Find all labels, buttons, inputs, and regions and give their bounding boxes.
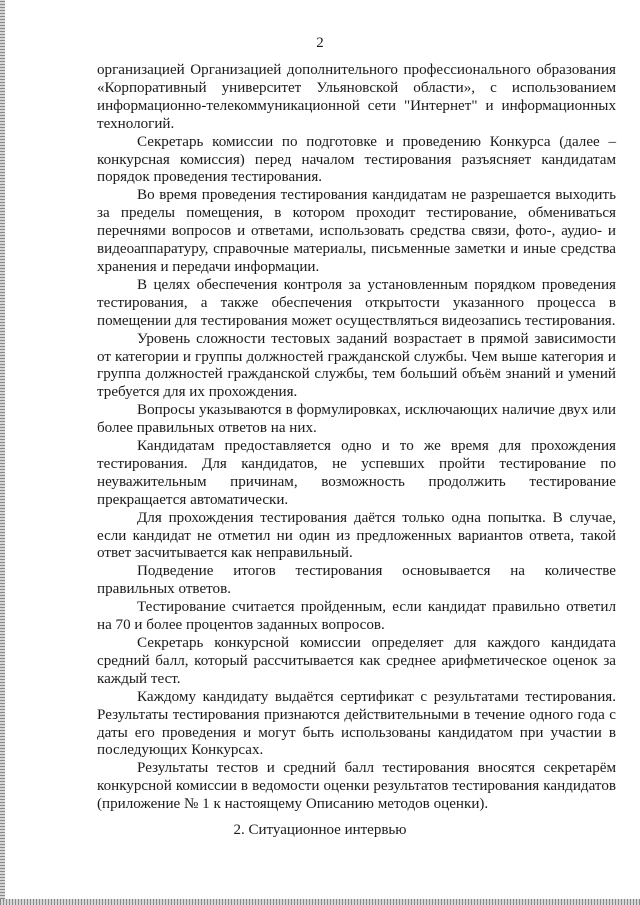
paragraph-4: В целях обеспечения контроля за установленным порядком проведения тестирования, а также обеспечения открытости указанного процесса в помещении для тестирования может осуществляться видеозапись тестирования. bbox=[97, 276, 616, 329]
paragraph-11: Секретарь конкурсной комиссии определяет для каждого кандидата средний балл, который рассчитывается как среднее арифметическое оценок за каждый тест. bbox=[97, 635, 616, 687]
scan-edge-left bbox=[0, 0, 5, 905]
paragraph-7: Кандидатам предоставляется одно и то же время для прохождения тестирования. Для кандидатов, не успевших пройти тестирование по неуважительным причинам, возможность продолжить тестирование прекращается автоматически. bbox=[97, 438, 616, 508]
paragraph-3: Во время проведения тестирования кандидатам не разрешается выходить за пределы помещения, в котором проходит тестирование, обмениваться перечнями вопросов и ответами, использовать средства связи, фото-, аудио- и видеоаппаратуру, справочные материалы, письменные заметки и иные средства хранения и передачи информации. bbox=[97, 187, 616, 275]
paragraph-10: Тестирование считается пройденным, если кандидат правильно ответил на 70 и более процентов заданных вопросов. bbox=[97, 599, 616, 634]
paragraph-2: Секретарь комиссии по подготовке и проведению Конкурса (далее – конкурсная комиссия) перед началом тестирования разъясняет кандидатам порядок проведения тестирования. bbox=[97, 133, 616, 186]
scan-edge-bottom bbox=[0, 899, 640, 905]
paragraph-5: Уровень сложности тестовых заданий возрастает в прямой зависимости от категории и группы должностей гражданской службы. Чем выше категория и группа должностей гражданской службы, тем больший объём знаний и умений требуется для их прохождения. bbox=[97, 330, 616, 401]
section-heading: 2. Ситуационное интервью bbox=[233, 822, 407, 838]
paragraph-1: организацией Организацией дополнительного профессионального образования «Корпоративный университет Ульяновской области», с использованием информационно-телекоммуникационной сети "Интернет" и информационных технологий. bbox=[97, 62, 616, 132]
page-number: 2 bbox=[316, 35, 324, 51]
paragraph-8: Для прохождения тестирования даётся только одна попытка. В случае, если кандидат не отметил ни один из предложенных вариантов ответа, такой ответ засчитывается как неправильный. bbox=[97, 509, 616, 562]
paragraph-12: Каждому кандидату выдаётся сертификат с результатами тестирования. Результаты тестирования признаются действительными в течение одного года с даты его проведения и могут быть использованы кандидатом при участии в последующих Конкурсах. bbox=[97, 688, 616, 759]
paragraph-6: Вопросы указываются в формулировках, исключающих наличие двух или более правильных ответов на них. bbox=[97, 402, 616, 437]
paragraph-13: Результаты тестов и средний балл тестирования вносятся секретарём конкурсной комиссии в ведомости оценки результатов тестирования кандидатов (приложение № 1 к настоящему Описанию методов оценки). bbox=[97, 760, 616, 813]
document-body bbox=[97, 62, 616, 814]
paragraph-9: Подведение итогов тестирования основывается на количестве правильных ответов. bbox=[97, 563, 616, 598]
